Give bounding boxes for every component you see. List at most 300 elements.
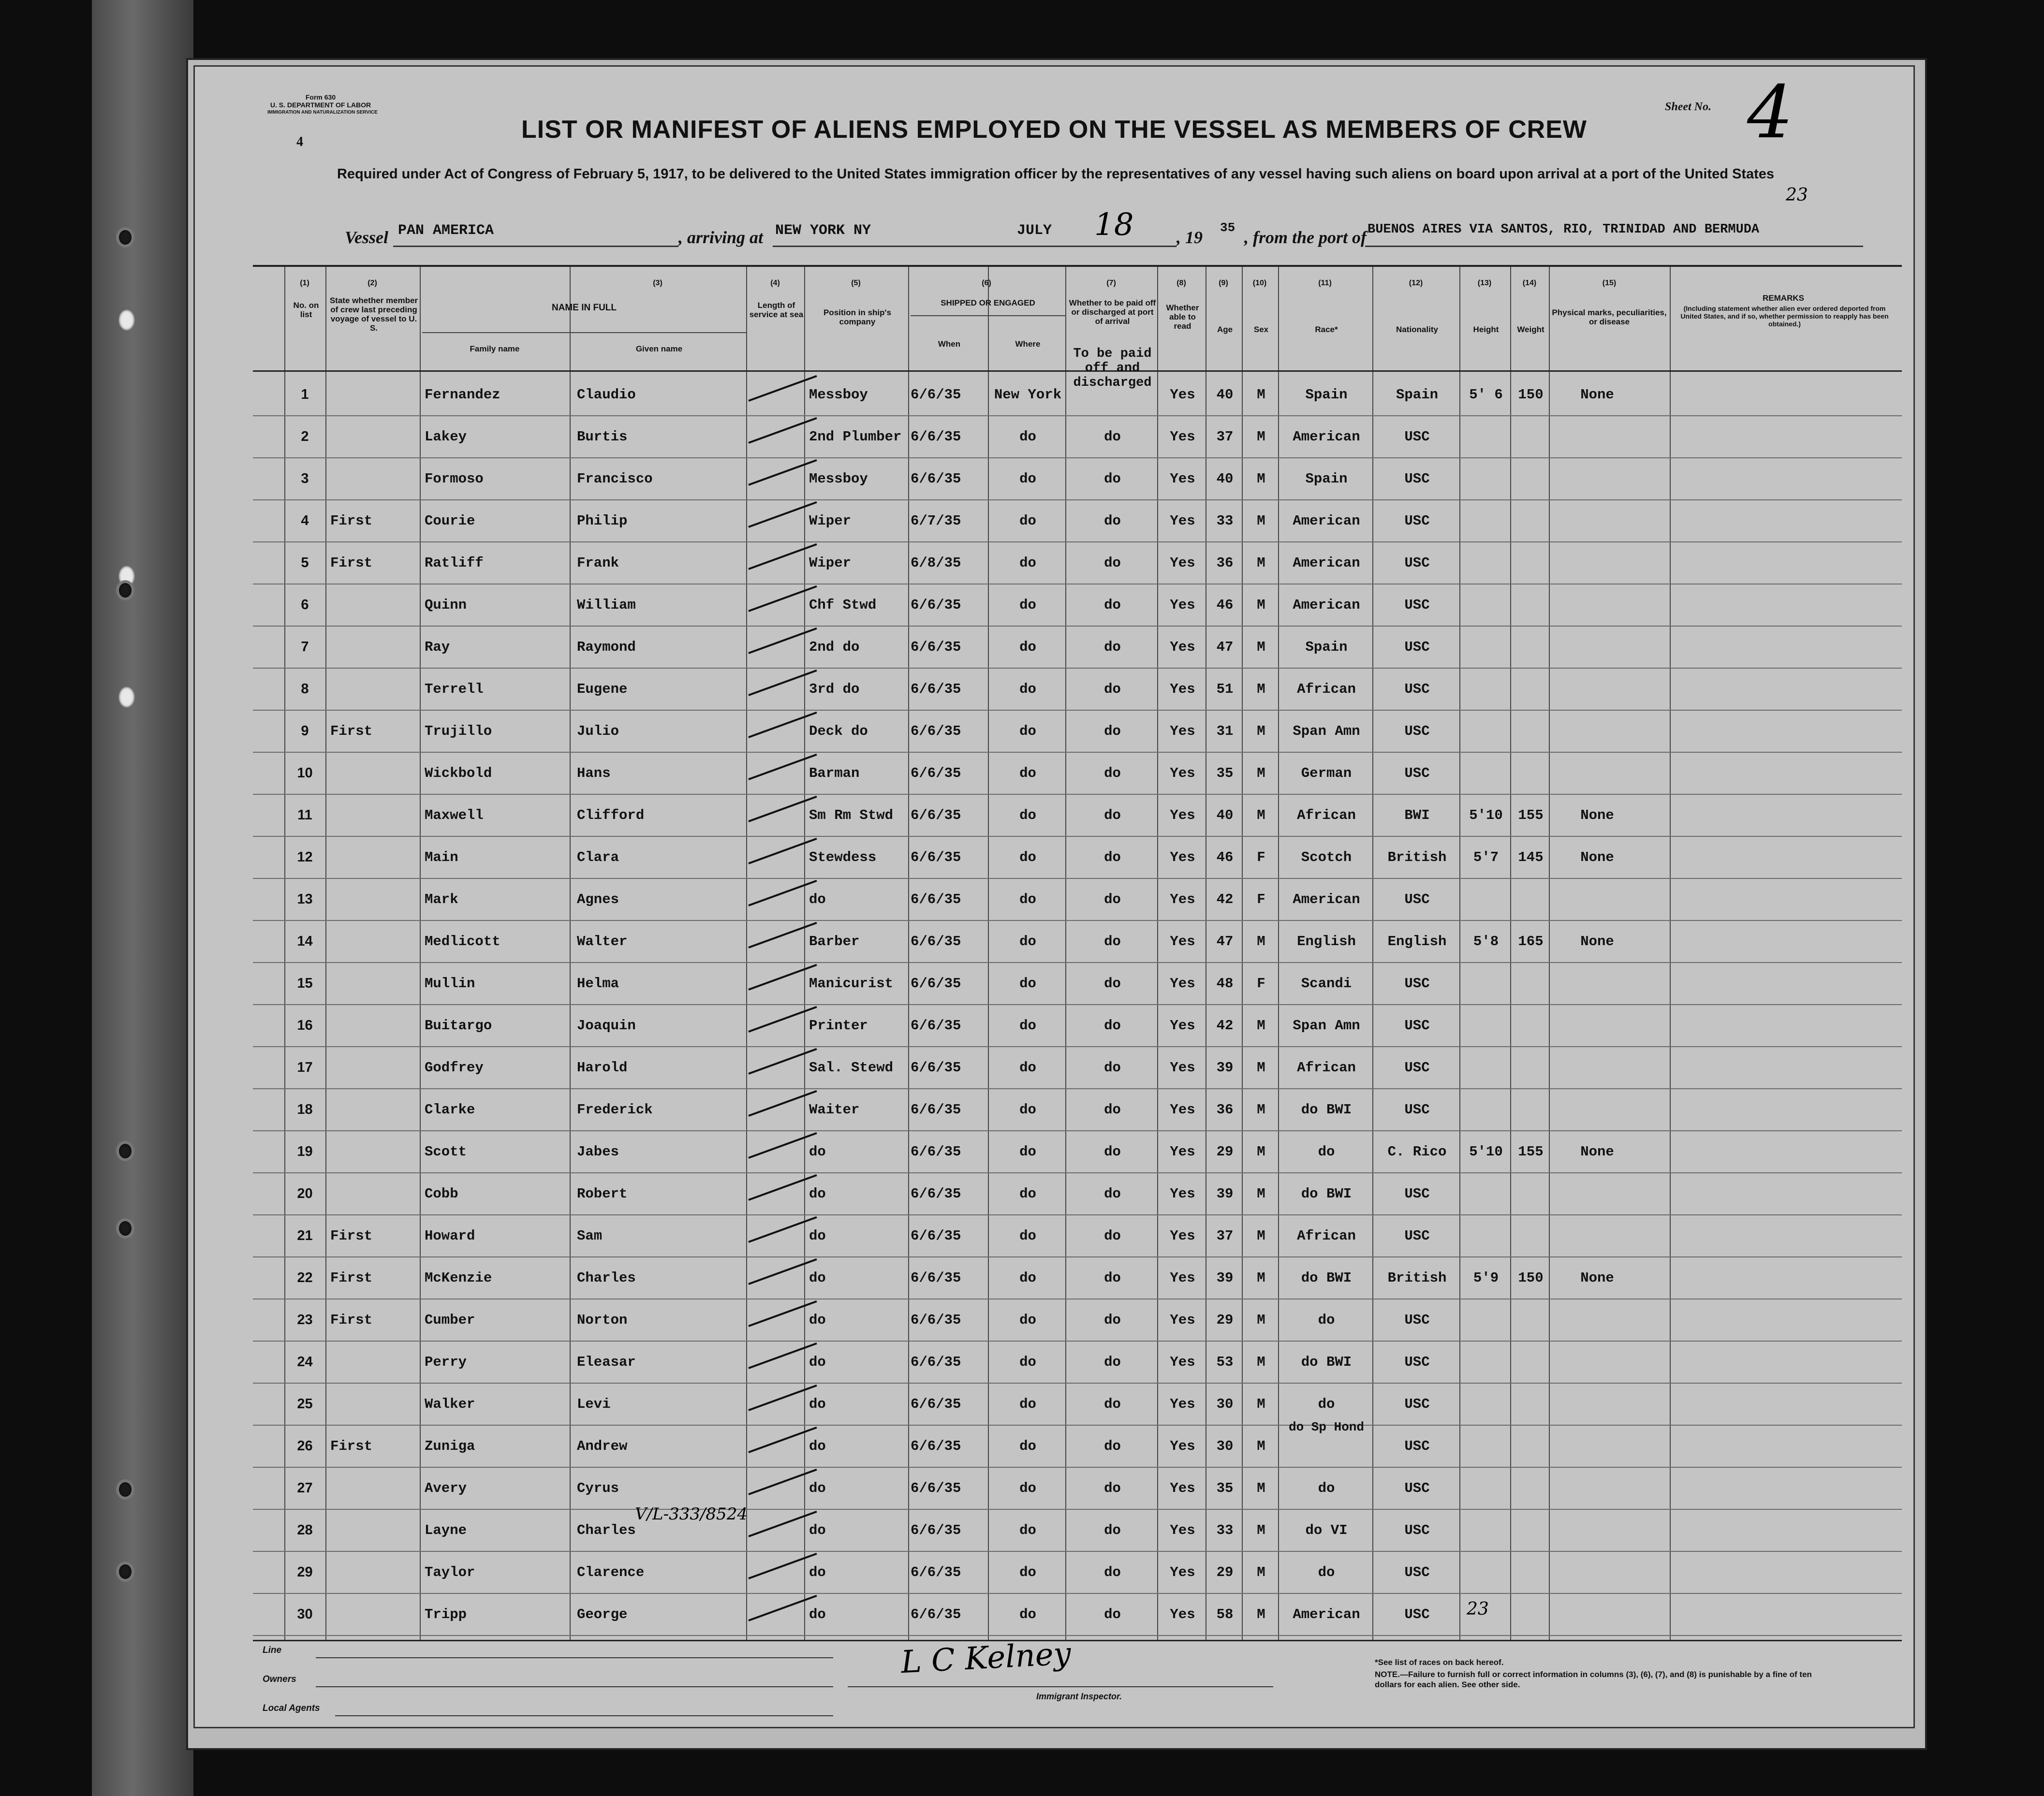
cell-physical: None bbox=[1580, 807, 1614, 823]
cell-state: First bbox=[330, 1312, 373, 1328]
cell-sex: F bbox=[1257, 976, 1265, 992]
cell-sex: M bbox=[1257, 1186, 1265, 1202]
cell-no: 16 bbox=[297, 1018, 313, 1033]
cell-no: 8 bbox=[301, 681, 309, 697]
cell-read: Yes bbox=[1170, 555, 1195, 571]
arrival-day: 18 bbox=[1094, 207, 1134, 243]
cell-sex: M bbox=[1257, 1480, 1265, 1496]
service-check-stroke bbox=[748, 1511, 817, 1537]
binder-hole bbox=[116, 580, 134, 600]
cell-no: 10 bbox=[297, 765, 313, 781]
service-check-stroke bbox=[748, 1469, 817, 1495]
column-number: (12) bbox=[1409, 279, 1423, 287]
row-rule bbox=[253, 710, 1902, 711]
cell-when: 6/6/35 bbox=[911, 639, 961, 655]
cell-no: 13 bbox=[297, 891, 313, 907]
cell-given: Helma bbox=[577, 976, 619, 992]
cell-family: Quinn bbox=[425, 597, 467, 613]
cell-read: Yes bbox=[1170, 1354, 1195, 1370]
cell-paid: do bbox=[1104, 891, 1121, 907]
cell-race: American bbox=[1293, 555, 1360, 571]
service-check-stroke bbox=[748, 754, 817, 780]
cell-given: Hans bbox=[577, 765, 611, 781]
cell-position: Messboy bbox=[809, 387, 868, 403]
cell-where: do bbox=[1019, 765, 1036, 781]
cell-no: 9 bbox=[301, 723, 309, 739]
row-rule bbox=[253, 752, 1902, 753]
binder-strip bbox=[92, 0, 193, 1796]
local-agents-label: Local Agents bbox=[263, 1703, 320, 1713]
cell-when: 6/6/35 bbox=[911, 1060, 961, 1076]
cell-when: 6/6/35 bbox=[911, 723, 961, 739]
inspector-signature: L C Kelney bbox=[900, 1635, 1072, 1681]
cell-age: 47 bbox=[1216, 639, 1234, 655]
cell-where: do bbox=[1019, 849, 1036, 865]
column-number: (13) bbox=[1477, 279, 1492, 287]
cell-race: Scotch bbox=[1301, 849, 1352, 865]
cell-no: 28 bbox=[297, 1522, 313, 1538]
cell-where: New York bbox=[994, 387, 1062, 403]
cell-paid: do bbox=[1104, 1186, 1121, 1202]
cell-nationality: Spain bbox=[1396, 387, 1438, 403]
cell-position: Chf Stwd bbox=[809, 597, 877, 613]
header-no-on-list: No. on list bbox=[293, 301, 319, 319]
cell-position: do bbox=[809, 1564, 826, 1580]
cell-where: do bbox=[1019, 1060, 1036, 1076]
cell-when: 6/6/35 bbox=[911, 1480, 961, 1496]
cell-race: American bbox=[1293, 1606, 1360, 1622]
cell-sex: M bbox=[1257, 934, 1265, 949]
binder-hole bbox=[116, 1141, 134, 1161]
cell-when: 6/7/35 bbox=[911, 513, 961, 529]
cell-sex: M bbox=[1257, 429, 1265, 445]
cell-age: 35 bbox=[1216, 765, 1234, 781]
cell-weight: 150 bbox=[1518, 1270, 1544, 1286]
cell-nationality: USC bbox=[1404, 723, 1430, 739]
cell-when: 6/6/35 bbox=[911, 849, 961, 865]
cell-paid: do bbox=[1104, 1144, 1121, 1160]
cell-where: do bbox=[1019, 1312, 1036, 1328]
row-rule bbox=[253, 1593, 1902, 1594]
cell-position: do bbox=[809, 1270, 826, 1286]
cell-position: Manicurist bbox=[809, 976, 894, 992]
arriving-port: NEW YORK NY bbox=[775, 222, 871, 239]
cell-height: 5'8 bbox=[1473, 934, 1499, 949]
cell-age: 29 bbox=[1216, 1312, 1234, 1328]
cell-nationality: USC bbox=[1404, 471, 1430, 487]
row-rule bbox=[253, 499, 1902, 500]
cell-position: do bbox=[809, 1312, 826, 1328]
cell-given: Sam bbox=[577, 1228, 603, 1244]
cell-when: 6/6/35 bbox=[911, 387, 961, 403]
cell-paid: do bbox=[1104, 1522, 1121, 1538]
cell-age: 36 bbox=[1216, 1102, 1234, 1118]
header-race: Race* bbox=[1315, 325, 1338, 334]
cell-height: 5'9 bbox=[1473, 1270, 1499, 1286]
cell-race: do bbox=[1318, 1480, 1335, 1496]
cell-no: 19 bbox=[297, 1144, 313, 1159]
column-number: (7) bbox=[1106, 279, 1116, 287]
header-paid-off: Whether to be paid off or discharged at port of arrival bbox=[1069, 298, 1156, 326]
cell-sex: M bbox=[1257, 1396, 1265, 1412]
service-check-stroke bbox=[748, 1300, 817, 1327]
cell-physical: None bbox=[1580, 387, 1614, 403]
cell-given: William bbox=[577, 597, 636, 613]
cell-where: do bbox=[1019, 1522, 1036, 1538]
binder-hole bbox=[116, 1562, 134, 1582]
row-rule bbox=[253, 1341, 1902, 1342]
cell-no: 22 bbox=[297, 1270, 313, 1285]
cell-nationality: USC bbox=[1404, 976, 1430, 992]
column-number: (15) bbox=[1602, 279, 1617, 287]
crew-table bbox=[253, 265, 1902, 1641]
form-subtitle: Required under Act of Congress of February 5, 1917, to be delivered to the United States immigration officer by the representatives of any vessel having such aliens on board upon arrival at a port of the United States bbox=[337, 166, 1775, 182]
cell-when: 6/6/35 bbox=[911, 471, 961, 487]
row-rule bbox=[253, 1299, 1902, 1300]
cell-given: Charles bbox=[577, 1270, 636, 1286]
sheet-label: Sheet No. bbox=[1665, 101, 1711, 113]
cell-where: do bbox=[1019, 1102, 1036, 1118]
sheet-number: 4 bbox=[1747, 71, 1794, 155]
service-check-stroke bbox=[748, 585, 817, 612]
cell-family: Trujillo bbox=[425, 723, 492, 739]
cell-no: 27 bbox=[297, 1480, 313, 1496]
cell-read: Yes bbox=[1170, 1396, 1195, 1412]
cell-given: Clifford bbox=[577, 807, 645, 823]
cell-read: Yes bbox=[1170, 849, 1195, 865]
cell-position: 2nd do bbox=[809, 639, 860, 655]
binder-hole bbox=[118, 309, 135, 331]
header-length-service: Length of service at sea bbox=[749, 301, 804, 319]
cell-no: 25 bbox=[297, 1396, 313, 1412]
cell-nationality: USC bbox=[1404, 1018, 1430, 1034]
cell-weight: 150 bbox=[1518, 387, 1544, 403]
cell-when: 6/6/35 bbox=[911, 1228, 961, 1244]
cell-nationality: USC bbox=[1404, 1312, 1430, 1328]
cell-where: do bbox=[1019, 471, 1036, 487]
cell-position: do bbox=[809, 1480, 826, 1496]
cell-given: Andrew bbox=[577, 1438, 628, 1454]
cell-given: George bbox=[577, 1606, 628, 1622]
cell-when: 6/6/35 bbox=[911, 597, 961, 613]
column-rule bbox=[804, 267, 805, 1640]
cell-where: do bbox=[1019, 976, 1036, 992]
cell-nationality: USC bbox=[1404, 1522, 1430, 1538]
cell-paid: To be paid off and discharged bbox=[1073, 347, 1152, 390]
service-check-stroke bbox=[748, 1595, 817, 1621]
from-port: BUENOS AIRES VIA SANTOS, RIO, TRINIDAD AND BERMUDA bbox=[1368, 222, 1760, 237]
cell-given: Frederick bbox=[577, 1102, 653, 1118]
cell-position: Stewdess bbox=[809, 849, 877, 865]
cell-position: do bbox=[809, 1228, 826, 1244]
cell-age: 39 bbox=[1216, 1060, 1234, 1076]
cell-read: Yes bbox=[1170, 1606, 1195, 1622]
header-shipped-engaged: SHIPPED OR ENGAGED bbox=[941, 298, 1035, 307]
cell-when: 6/6/35 bbox=[911, 1396, 961, 1412]
vessel-label: Vessel bbox=[345, 228, 388, 247]
row-rule bbox=[253, 626, 1902, 627]
cell-family: Zuniga bbox=[425, 1438, 475, 1454]
cell-physical: None bbox=[1580, 849, 1614, 865]
cell-state: First bbox=[330, 1228, 373, 1244]
cell-sex: M bbox=[1257, 1102, 1265, 1118]
cell-age: 42 bbox=[1216, 1018, 1234, 1034]
cell-family: Mark bbox=[425, 891, 458, 907]
cell-state: First bbox=[330, 723, 373, 739]
cell-state: First bbox=[330, 555, 373, 571]
service-check-stroke bbox=[748, 796, 817, 822]
cell-where: do bbox=[1019, 555, 1036, 571]
cell-paid: do bbox=[1104, 807, 1121, 823]
cell-where: do bbox=[1019, 1018, 1036, 1034]
cell-family: Tripp bbox=[425, 1606, 467, 1622]
column-number: (6) bbox=[982, 279, 991, 287]
service-check-stroke bbox=[748, 1385, 817, 1411]
column-number: (1) bbox=[300, 279, 309, 287]
cell-when: 6/6/35 bbox=[911, 1186, 961, 1202]
cell-read: Yes bbox=[1170, 1228, 1195, 1244]
cell-no: 18 bbox=[297, 1102, 313, 1117]
cell-race: German bbox=[1301, 765, 1352, 781]
cell-sex: M bbox=[1257, 1228, 1265, 1244]
column-rule bbox=[1459, 267, 1460, 1640]
cell-where: do bbox=[1019, 1228, 1036, 1244]
cell-race: American bbox=[1293, 429, 1360, 445]
cell-race: English bbox=[1297, 934, 1356, 949]
cell-age: 35 bbox=[1216, 1480, 1234, 1496]
service-check-stroke bbox=[748, 670, 817, 696]
cell-family: Ratliff bbox=[425, 555, 484, 571]
cell-given: Joaquin bbox=[577, 1018, 636, 1034]
cell-sex: M bbox=[1257, 1354, 1265, 1370]
service-check-stroke bbox=[748, 375, 817, 402]
year-prefix: , 19 bbox=[1176, 228, 1203, 247]
owners-label: Owners bbox=[263, 1674, 296, 1684]
races-note: *See list of races on back hereof. bbox=[1375, 1658, 1504, 1667]
column-rule bbox=[1670, 267, 1671, 1640]
cell-position: do bbox=[809, 891, 826, 907]
cell-sex: M bbox=[1257, 765, 1265, 781]
cell-no: 3 bbox=[301, 471, 309, 486]
column-rule bbox=[1278, 267, 1279, 1640]
cell-paid: do bbox=[1104, 976, 1121, 992]
cell-state: First bbox=[330, 513, 373, 529]
cell-state: First bbox=[330, 1270, 373, 1286]
cell-given: Agnes bbox=[577, 891, 619, 907]
cell-weight: 155 bbox=[1518, 807, 1544, 823]
cell-position: do bbox=[809, 1186, 826, 1202]
cell-family: Courie bbox=[425, 513, 475, 529]
cell-no: 30 bbox=[297, 1606, 313, 1622]
cell-no: 23 bbox=[297, 1312, 313, 1328]
column-number: (8) bbox=[1176, 279, 1186, 287]
cell-read: Yes bbox=[1170, 387, 1195, 403]
cell-paid: do bbox=[1104, 1396, 1121, 1412]
cell-age: 51 bbox=[1216, 681, 1234, 697]
cell-sex: F bbox=[1257, 849, 1265, 865]
cell-given: Raymond bbox=[577, 639, 636, 655]
row-rule bbox=[253, 1383, 1902, 1384]
cell-age: 31 bbox=[1216, 723, 1234, 739]
cell-when: 6/6/35 bbox=[911, 1354, 961, 1370]
cell-no: 12 bbox=[297, 849, 313, 865]
cell-no: 21 bbox=[297, 1228, 313, 1243]
cell-given: Frank bbox=[577, 555, 619, 571]
cell-position: Sm Rm Stwd bbox=[809, 807, 894, 823]
cell-no: 29 bbox=[297, 1564, 313, 1580]
cell-paid: do bbox=[1104, 1354, 1121, 1370]
cell-race: do bbox=[1318, 1564, 1335, 1580]
cell-position: do bbox=[809, 1396, 826, 1412]
cell-sex: M bbox=[1257, 807, 1265, 823]
cell-where: do bbox=[1019, 934, 1036, 949]
cell-paid: do bbox=[1104, 1060, 1121, 1076]
service-check-stroke bbox=[748, 417, 817, 444]
cell-paid: do bbox=[1104, 639, 1121, 655]
bottom-count: 23 bbox=[1467, 1599, 1489, 1619]
header-given-name: Given name bbox=[635, 344, 683, 353]
cell-family: Buitargo bbox=[425, 1018, 492, 1034]
line-label: Line bbox=[263, 1645, 282, 1655]
cell-age: 40 bbox=[1216, 387, 1234, 403]
from-label: , from the port of bbox=[1244, 228, 1367, 247]
cell-nationality: USC bbox=[1404, 1606, 1430, 1622]
cell-age: 29 bbox=[1216, 1564, 1234, 1580]
cell-race: do BWI bbox=[1301, 1270, 1352, 1286]
cell-where: do bbox=[1019, 1480, 1036, 1496]
cell-read: Yes bbox=[1170, 1060, 1195, 1076]
cell-age: 37 bbox=[1216, 429, 1234, 445]
service-check-stroke bbox=[748, 1132, 817, 1159]
cell-paid: do bbox=[1104, 934, 1121, 949]
cell-where: do bbox=[1019, 723, 1036, 739]
header-able-read: Whether able to read bbox=[1166, 303, 1199, 331]
service-check-stroke bbox=[748, 1343, 817, 1369]
cell-sex: M bbox=[1257, 639, 1265, 655]
binder-hole bbox=[116, 1218, 134, 1239]
cell-age: 40 bbox=[1216, 807, 1234, 823]
cell-given: Francisco bbox=[577, 471, 653, 487]
cell-given: Norton bbox=[577, 1312, 628, 1328]
cell-race: African bbox=[1297, 1228, 1356, 1244]
cell-read: Yes bbox=[1170, 1522, 1195, 1538]
cell-nationality: USC bbox=[1404, 555, 1430, 571]
service-check-stroke bbox=[748, 838, 817, 864]
cell-sex: M bbox=[1257, 681, 1265, 697]
cell-paid: do bbox=[1104, 1606, 1121, 1622]
cell-nationality: USC bbox=[1404, 765, 1430, 781]
row-rule bbox=[253, 1256, 1902, 1257]
cell-race: do BWI bbox=[1301, 1354, 1352, 1370]
cell-age: 39 bbox=[1216, 1270, 1234, 1286]
cell-family: McKenzie bbox=[425, 1270, 492, 1286]
cell-no: 20 bbox=[297, 1186, 313, 1201]
cell-sex: M bbox=[1257, 471, 1265, 487]
row-rule bbox=[253, 1130, 1902, 1131]
column-number: (2) bbox=[368, 279, 377, 287]
cell-read: Yes bbox=[1170, 429, 1195, 445]
row-rule bbox=[253, 920, 1902, 921]
cell-nationality: USC bbox=[1404, 681, 1430, 697]
manifest-form bbox=[193, 65, 1915, 1728]
cell-given: Harold bbox=[577, 1060, 628, 1076]
cell-nationality: USC bbox=[1404, 1102, 1430, 1118]
cell-position: Wiper bbox=[809, 555, 852, 571]
cell-paid: do bbox=[1104, 1270, 1121, 1286]
cell-height: 5' 6 bbox=[1469, 387, 1503, 403]
cell-age: 46 bbox=[1216, 597, 1234, 613]
column-rule bbox=[1549, 267, 1550, 1640]
cell-nationality: USC bbox=[1404, 1354, 1430, 1370]
cell-position: Messboy bbox=[809, 471, 868, 487]
service-check-stroke bbox=[748, 922, 817, 949]
header-weight: Weight bbox=[1517, 325, 1544, 334]
cell-nationality: USC bbox=[1404, 1186, 1430, 1202]
cell-where: do bbox=[1019, 1396, 1036, 1412]
cell-race: do bbox=[1318, 1396, 1335, 1412]
vessel-name: PAN AMERICA bbox=[398, 222, 494, 239]
cell-physical: None bbox=[1580, 934, 1614, 949]
cell-weight: 145 bbox=[1518, 849, 1544, 865]
cell-no: 17 bbox=[297, 1060, 313, 1075]
column-rule bbox=[746, 267, 747, 1640]
cell-sex: M bbox=[1257, 1606, 1265, 1622]
row-rule bbox=[253, 1172, 1902, 1173]
cell-when: 6/6/35 bbox=[911, 1606, 961, 1622]
service-check-stroke bbox=[748, 501, 817, 528]
cell-height: 5'7 bbox=[1473, 849, 1499, 865]
service-check-stroke bbox=[748, 1427, 817, 1453]
cell-family: Perry bbox=[425, 1354, 467, 1370]
cell-where: do bbox=[1019, 1144, 1036, 1160]
row-rule bbox=[253, 415, 1902, 416]
cell-race: do bbox=[1318, 1312, 1335, 1328]
cell-family: Mullin bbox=[425, 976, 475, 992]
cell-nationality: USC bbox=[1404, 429, 1430, 445]
row-rule bbox=[253, 1004, 1902, 1005]
cell-race: Scandi bbox=[1301, 976, 1352, 992]
cell-position: Barber bbox=[809, 934, 860, 949]
service-name: IMMIGRATION AND NATURALIZATION SERVICE bbox=[267, 110, 378, 115]
cell-race: Spain bbox=[1305, 639, 1348, 655]
cell-nationality: USC bbox=[1404, 1228, 1430, 1244]
header-name-in-full: NAME IN FULL bbox=[551, 303, 617, 313]
cell-sex: M bbox=[1257, 1144, 1265, 1160]
cell-where: do bbox=[1019, 429, 1036, 445]
department-name: U. S. DEPARTMENT OF LABOR bbox=[270, 101, 371, 109]
cell-nationality: USC bbox=[1404, 891, 1430, 907]
service-check-stroke bbox=[748, 628, 817, 654]
row-rule bbox=[253, 1467, 1902, 1468]
cell-age: 33 bbox=[1216, 1522, 1234, 1538]
cell-family: Wickbold bbox=[425, 765, 492, 781]
cell-position: Waiter bbox=[809, 1102, 860, 1118]
header-sex: Sex bbox=[1253, 325, 1269, 334]
sheet-sub-number: 23 bbox=[1786, 185, 1808, 205]
cell-read: Yes bbox=[1170, 891, 1195, 907]
cell-read: Yes bbox=[1170, 1480, 1195, 1496]
cell-race: do VI bbox=[1305, 1522, 1348, 1538]
cell-nationality: USC bbox=[1404, 1060, 1430, 1076]
cell-read: Yes bbox=[1170, 1102, 1195, 1118]
cell-when: 6/6/35 bbox=[911, 891, 961, 907]
cell-nationality: USC bbox=[1404, 1396, 1430, 1412]
cell-no: 14 bbox=[297, 934, 313, 949]
cell-when: 6/6/35 bbox=[911, 1564, 961, 1580]
cell-where: do bbox=[1019, 681, 1036, 697]
cell-where: do bbox=[1019, 1438, 1036, 1454]
cell-no: 2 bbox=[301, 429, 309, 444]
